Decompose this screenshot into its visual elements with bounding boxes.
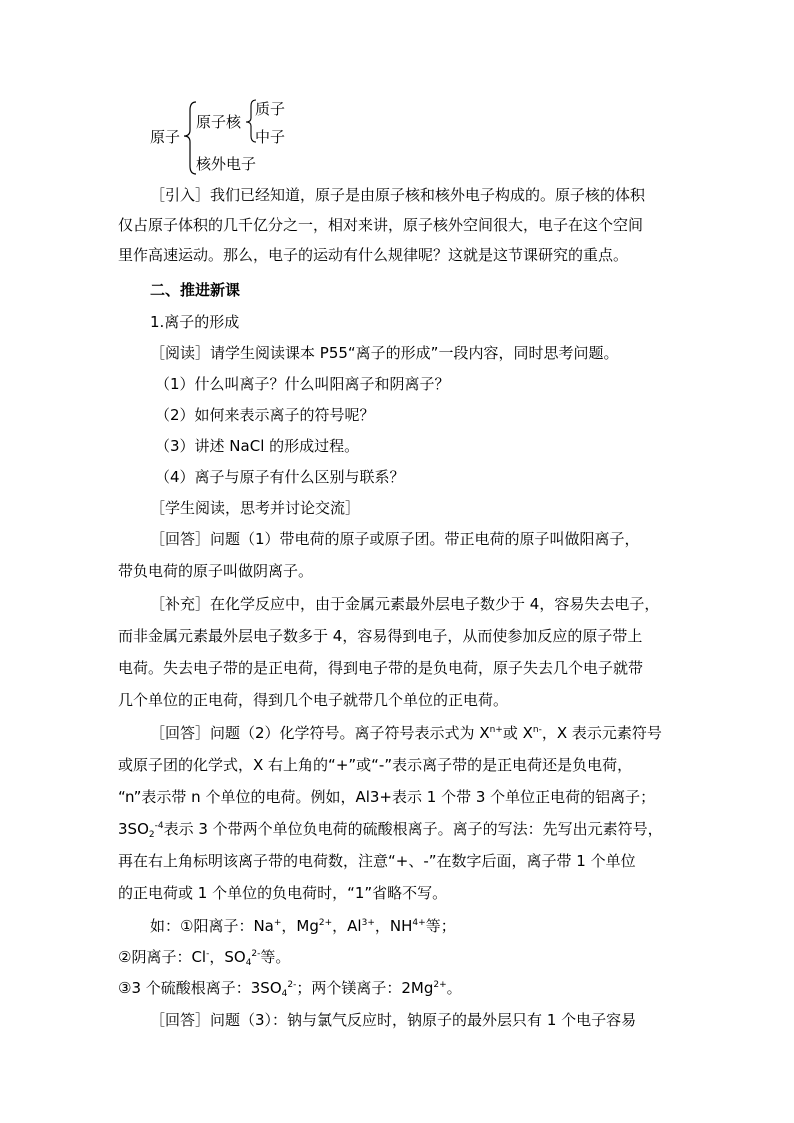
example-text: 等。 <box>260 948 291 966</box>
answer2-text: 表示 3 个带两个单位负电荷的硫酸根离子。离子的写法：先写出元素符号， <box>163 820 663 838</box>
answer2-line-2: 或原子团的化学式，X 右上角的“+”或“-”表示离子带的是正电荷还是负电荷， <box>118 756 633 774</box>
charge-superscript: 2+ <box>318 918 333 928</box>
charge-superscript: 2- <box>287 980 297 990</box>
example-sulfate-magnesium <box>118 977 462 999</box>
charge-superscript: 2+ <box>433 980 447 990</box>
charge-superscript: 3+ <box>361 918 375 928</box>
answer3-line-1: ［回答］问题（3）：钠与氯气反应时，钠原子的最外层只有 1 个电子容易 <box>150 1011 637 1029</box>
example-text: ；两个镁离子：2Mg <box>296 979 434 997</box>
proton-label: 质子 <box>255 100 286 118</box>
subsection-heading: 1.离子的形成 <box>150 313 240 331</box>
answer2-line-5: 再在右上角标明该离子带的电荷数，注意“+、-”在数字后面，离子带 1 个单位 <box>118 852 636 870</box>
student-activity: ［学生阅读，思考并讨论交流］ <box>150 499 361 517</box>
formula-text: 3SO <box>118 820 149 838</box>
answer1-line-2: 带负电荷的原子叫做阴离子。 <box>118 562 314 580</box>
supplement-line-2: 而非金属元素最外层电子数多于 4，容易得到电子，从而使参加反应的原子带上 <box>118 627 643 645</box>
intro-line-3: 里作高速运动。那么，电子的运动有什么规律呢？这就是这节课研究的重点。 <box>118 246 629 264</box>
example-anions <box>118 946 290 968</box>
example-text: 。 <box>446 979 462 997</box>
charge-superscript: - <box>206 949 210 959</box>
supplement-line-1: ［补充］在化学反应中，由于金属元素最外层电子数少于 4，容易失去电子， <box>150 595 660 613</box>
atom-structure-diagram <box>150 96 350 180</box>
neutron-label: 中子 <box>255 128 286 146</box>
example-text: ②阴离子：Cl <box>118 948 207 966</box>
intro-line-1: ［引入］我们已经知道，原子是由原子核和核外电子构成的。原子核的体积 <box>150 186 646 204</box>
supplement-line-4: 几个单位的正电荷，得到几个电子就带几个单位的正电荷。 <box>118 691 509 709</box>
charge-superscript: n+ <box>489 725 503 735</box>
answer1-line-1: ［回答］问题（1）带电荷的原子或原子团。带正电荷的原子叫做阳离子， <box>150 530 640 548</box>
intro-line-2: 仅占原子体积的几千亿分之一，相对来讲，原子核外空间很大，电子在这个空间 <box>118 216 644 234</box>
reading-instruction: ［阅读］请学生阅读课本 P55“离子的形成”一段内容，同时思考问题。 <box>150 344 619 362</box>
electron-label: 核外电子 <box>196 155 257 173</box>
formula-subscript: 4 <box>281 989 288 999</box>
charge-superscript: 4+ <box>412 918 426 928</box>
charge-superscript: + <box>273 918 282 928</box>
charge-superscript: 2- <box>251 949 261 959</box>
example-text: ，Mg <box>281 917 319 935</box>
section-heading: 二、推进新课 <box>150 281 241 299</box>
answer2-text-a: ［回答］问题（2）化学符号。离子符号表示式为 X <box>150 724 490 742</box>
atom-label: 原子 <box>150 128 181 146</box>
answer2-line-3: “n”表示带 n 个单位的电荷。例如，Al3+表示 1 个带 3 个单位正电荷的铝离子； <box>118 788 656 806</box>
example-cations <box>150 915 456 937</box>
example-text: ，Al <box>332 917 362 935</box>
nucleus-label: 原子核 <box>196 113 242 131</box>
question-4: （4）离子与原子有什么区别与联系？ <box>155 468 405 486</box>
example-text: ③3 个硫酸根离子：3SO <box>118 979 282 997</box>
question-2: （2）如何来表示离子的符号呢？ <box>155 406 375 424</box>
formula-subscript: 4 <box>245 958 252 968</box>
formula-subscript: 2 <box>148 830 155 840</box>
question-3: （3）讲述 NaCl 的形成过程。 <box>155 437 360 455</box>
answer2-text-b: 或 X <box>502 724 533 742</box>
supplement-line-3: 电荷。失去电子带的是正电荷，得到电子带的是负电荷，原子失去几个电子就带 <box>118 659 644 677</box>
question-1: （1）什么叫离子？什么叫阳离子和阴离子？ <box>155 375 450 393</box>
example-text: ，SO <box>209 948 246 966</box>
example-text: 等； <box>425 917 456 935</box>
example-text: 如：①阳离子：Na <box>150 917 274 935</box>
charge-superscript: n- <box>532 725 542 735</box>
answer2-text-c: ，X 表示元素符号 <box>541 724 662 742</box>
answer2-line-1 <box>150 722 662 744</box>
charge-superscript: -4 <box>154 821 164 831</box>
answer2-line-4 <box>118 818 663 840</box>
example-text: ，NH <box>374 917 413 935</box>
answer2-line-6: 的正电荷或 1 个单位的负电荷时，“1”省略不写。 <box>118 884 448 902</box>
